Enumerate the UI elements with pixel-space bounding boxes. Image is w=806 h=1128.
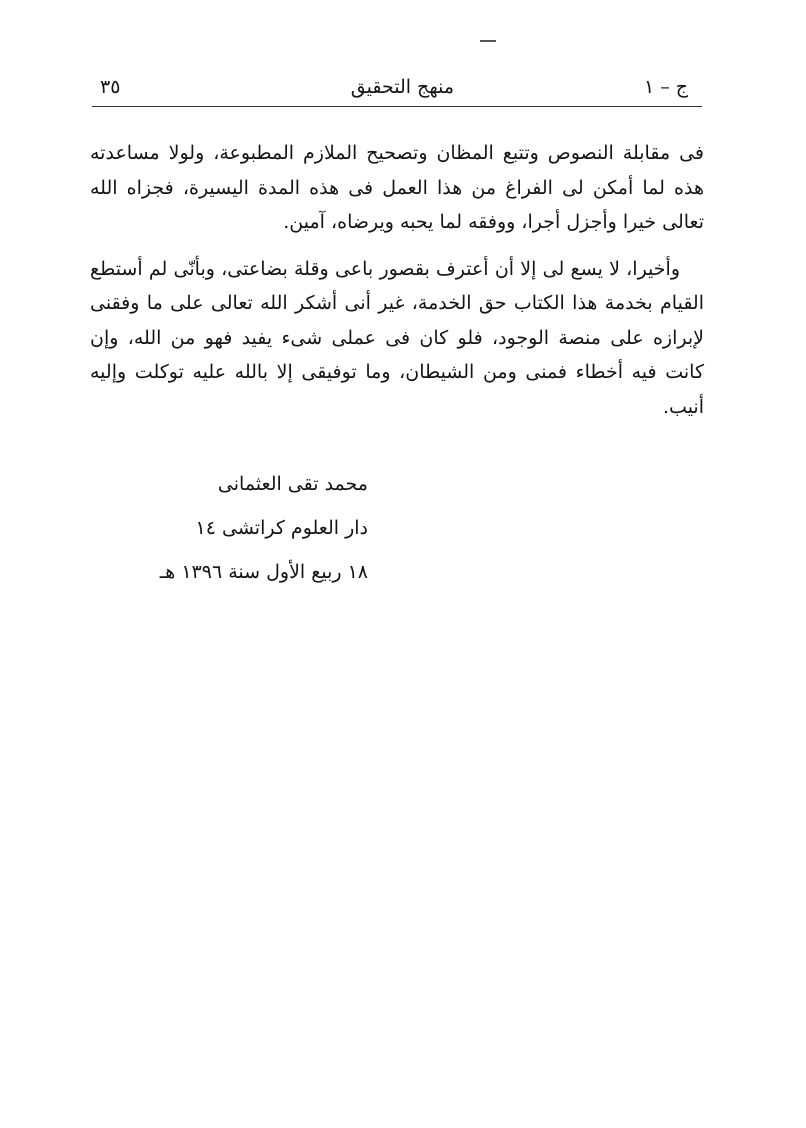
paragraph-closing: وأخيرا، لا يسع لى إلا أن أعترف بقصور باعى وقلة بضاعتى، وبأنّى لم أستطع القيام بخدمة هذا الكتاب حق الخدمة، غير أنى أشكر الله تعالى على ما وفقنى لإبرازه على منصة الوجود، فلو كان فى عملى شىء يفيد فهو من الله، وإن كانت فيه أخطاء فمنى ومن الشيطان، وما توفيقى إلا بالله عليه توكلت وإليه أنيب. bbox=[90, 257, 704, 418]
signature-block bbox=[108, 462, 368, 594]
running-title: منهج التحقيق bbox=[350, 76, 454, 98]
top-mark bbox=[480, 40, 496, 42]
page-header bbox=[92, 72, 712, 106]
page-number: ٣٥ bbox=[100, 76, 121, 98]
volume-label: ج – ١ bbox=[643, 76, 688, 98]
paragraph-acknowledgement: فى مقابلة النصوص وتتبع المظان وتصحيح الملازم المطبوعة، ولولا مساعدته هذه لما أمكن لى الفراغ من هذا العمل فى هذه المدة اليسيرة، فجزاه الله تعالى خيرا وأجزل أجرا، ووفقه لما يحبه ويرضاه، آمين. bbox=[90, 142, 704, 233]
signature-institution: دار العلوم كراتشى ١٤ bbox=[195, 517, 368, 539]
body-text bbox=[90, 136, 704, 424]
signature-name: محمد تقى العثمانى bbox=[217, 473, 368, 495]
signature-date: ١٨ ربيع الأول سنة ١٣٩٦ هـ bbox=[159, 561, 368, 583]
header-rule bbox=[92, 106, 702, 107]
